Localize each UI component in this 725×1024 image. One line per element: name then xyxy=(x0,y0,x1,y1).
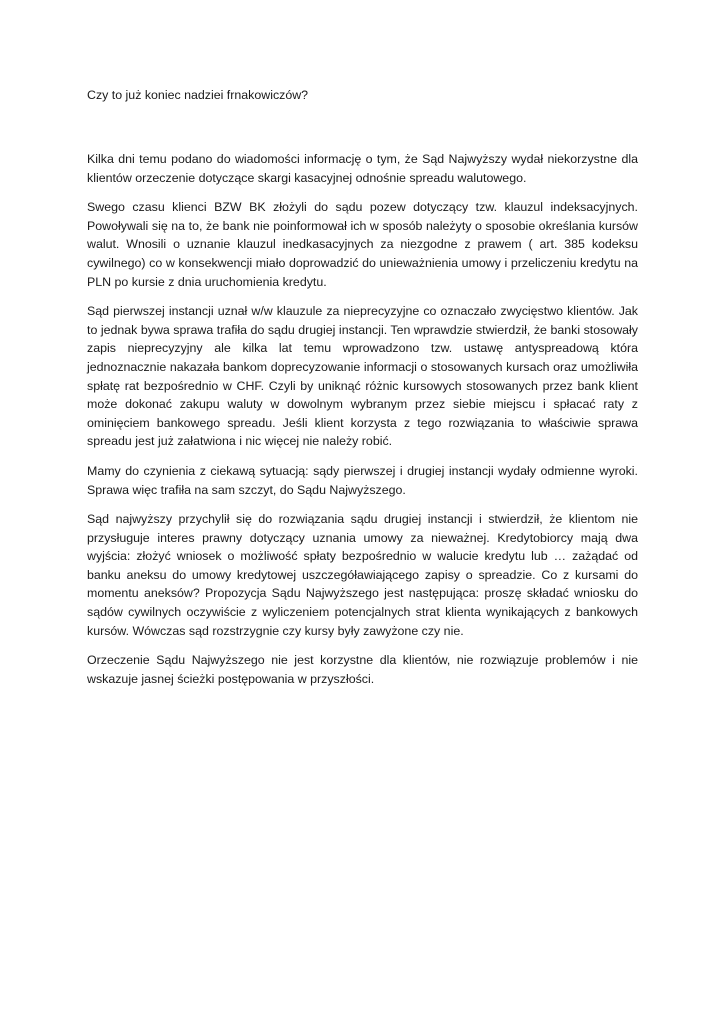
paragraph-intro: Kilka dni temu podano do wiadomości informację o tym, że Sąd Najwyższy wydał niekorzystne dla klientów orzeczenie dotyczące skargi kasacyjnej odnośnie spreadu walutowego. xyxy=(87,152,638,185)
paragraph-situation: Mamy do czynienia z ciekawą sytuacją: sądy pierwszej i drugiej instancji wydały odmienne wyroki. Sprawa więc trafiła na sam szczyt, do Sądu Najwyższego. xyxy=(87,463,638,497)
document-title: Czy to już koniec nadziei frnakowiczów? xyxy=(87,88,309,102)
paragraph-first-instance: Sąd pierwszej instancji uznał w/w klauzule za nieprecyzyjne co oznaczało zwycięstwo klientów. Jak to jednak bywa sprawa trafiła do sądu drugiej instancji. Ten wprawdzie stwierdził, że banki stosowały zapis nieprecyzyjny ale kilka lat temu wprowadzono tzw. ustawę antyspreadową która jednoznacznie nakazała bankom doprecyzowanie informacji o stosowanych kursach oraz umożliwiła spłatę rat bezpośrednio w CHF. Czyli by uniknąć różnic kursowych stosowanych przez bank klient może dokonać zakupu waluty w dowolnym wybranym przez siebie miejscu i spłacać raty z ominięciem bankowego spreadu. Jeśli klient korzysta z tego rozwiązania to właściwie sprawa spreadu jest już załatwiona i nic więcej nie należy robić. xyxy=(87,304,638,449)
paragraph-supreme-court: Sąd najwyższy przychylił się do rozwiązania sądu drugiej instancji i stwierdził, że klientom nie przysługuje interes prawny dotyczący uznania umowy za nieważnej. Kredytobiorcy mają dwa wyjścia: złożyć wniosek o możliwość spłaty bezpośrednio w walucie kredytu lub … zażądać od banku aneksu do umowy kredytowej uszczegóławiającego zapisy o spreadzie. Co z kursami do momentu aneksów? Propozycja Sądu Najwyższego jest następująca: proszę składać wniosku do sądów cywilnych oczywiście z wyliczeniem potencjalnych strat klienta wynikających z bankowych kursów. Wówczas sąd rozstrzygnie czy kursy były zawyżone czy nie. xyxy=(87,512,638,638)
document-body xyxy=(87,86,638,699)
paragraph-lawsuit: Swego czasu klienci BZW BK złożyli do sądu pozew dotyczący tzw. klauzul indeksacyjnych. Powoływali się na to, że bank nie poinformował ich w sposób należyty o sposobie określania kursów walut. Wnosili o uznanie klauzul inedkasacyjnych za niezgodne z prawem ( art. 385 kodeksu cywilnego) co w konsekwencji miało doprowadzić do unieważnienia umowy i przeliczeniu kredytu na PLN po kursie z dnia uruchomienia kredytu. xyxy=(87,200,638,289)
paragraph-conclusion: Orzeczenie Sądu Najwyższego nie jest korzystne dla klientów, nie rozwiązuje problemów i nie wskazuje jasnej ścieżki postępowania w przyszłości. xyxy=(87,653,638,686)
